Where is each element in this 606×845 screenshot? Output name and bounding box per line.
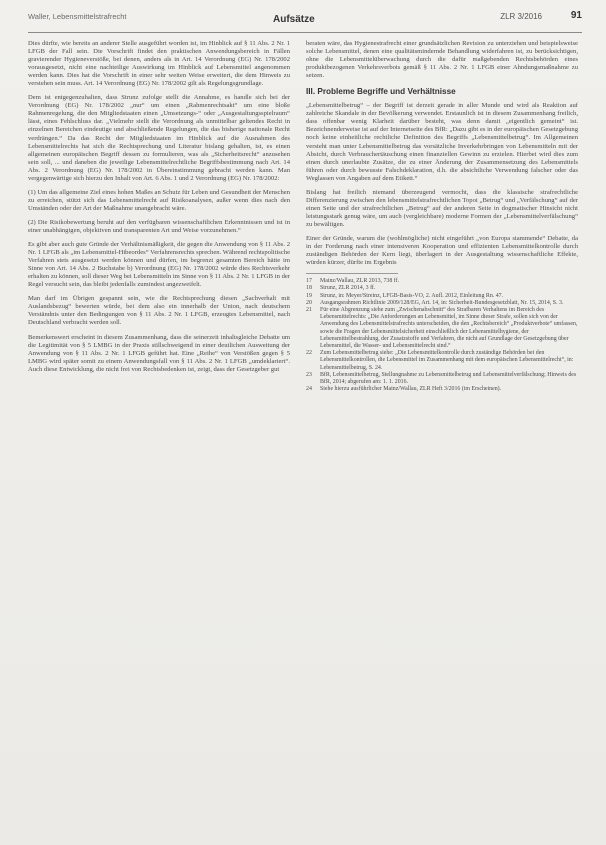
footnote-separator: [306, 273, 398, 274]
paragraph: Einer der Gründe, warum die (wohlmögliche) nicht eingeführt „von Europa stammende“ Debatte, da in der Forderung nach einer intensiveren Kooperation und effizienten Lebensmittelkontrolle durch zuständigen Behörden der Kern liegt, überlagert in der Ausgestaltung wissenschaftliche Effekte, würden kürzer, dürfte im Ergebnis: [306, 234, 578, 267]
footnotes: [306, 278, 578, 393]
paragraph: Dies dürfte, wie bereits an anderer Stelle ausgeführt worden ist, im Hinblick auf § 11 Abs. 2 Nr. 1 LFGB der Fall sein. Die Vorschrift findet den praktischen Anwendungsbereich in Fällen gravierender Hygieneverstöße, bei denen, anders als in Art. 14 Verordnung (EG) Nr. 178/2002 vorausgesetzt, nicht eine nachteilige Auswirkung im Hinblick auf Lebensmittel angenommen werden kann. Dies hat die Vorschrift in einer sehr weiten Weise erweitert, die dem Hinweis zu verstehen sein muss. Art. 14 Verordnung (EG) Nr. 178/2002 gilt als Regelungsgrundlage.: [28, 40, 290, 88]
section-label: Aufsätze: [273, 14, 315, 25]
footnote: 20 Ausgangsrahmen Richtlinie 2009/128/EG, Art. 14, in: Sicherheit-Bundesgesetzblatt, Nr. 15, 2014, S. 3.: [306, 299, 564, 306]
quote-paragraph: (1) Um das allgemeine Ziel eines hohen Maßes an Schutz für Leben und Gesundheit der Menschen zu erreichen, stützt sich das Lebensmittelrecht auf Risikoanalysen, außer wenn dies nach den Umständen oder der Art der Maßnahme unangebracht wäre.: [28, 188, 290, 212]
left-column: [28, 40, 290, 380]
footnote: 24 Siehe hierzu ausführlicher Mainz/Wallau, ZLR Heft 3/2016 (im Erscheinen).: [306, 386, 502, 393]
section-heading: III. Probleme Begriffe und Verhältnisse: [306, 87, 456, 97]
footnote: 23 BfR, Lebensmittelbetrug, Stellungnahme zu Lebensmittelbetrug und Lebensmittelverfälschung; Hinweis des BfR, 2014; abgerufen am: 1. 1. 2016.: [306, 371, 577, 386]
footnote: 21 Für eine Abgrenzung siehe zum „Zwischenabschnitt“ des Strafbaren Verhaltens im Bereich des Lebensmittelrechts: „Die Anforderungen an Lebensmittel, im Sinne dieser Strafe, sollen sich von der Anwendung des Lebensmittelstrafrechts unterscheiden, die den „Rechtsbereich“ „Produktverbote“ umfassen, sowie die Fragen der Lebensmittelsicherheit einschließlich der Lebensmittelhygiene, der Lebensmittelbestrahlung, der Zusatzstoffe und Verfahren, die nicht auf Grundlage der Gesetzgebung über Lebensmittel, die Wasser- und Lebensmittelrecht sind.“: [306, 306, 578, 349]
footnote: 17 Mainz/Wallau, ZLR 2013, 738 ff.: [306, 278, 400, 285]
paragraph: Dem ist entgegenzuhalten, dass Strunz zufolge stellt die Annahme, es handle sich bei der Verordnung (EG) Nr. 178/2002 „nur“ um einen „Rahmenrechtsakt“ um eine bloße Rahmenregelung, die den Mitgliedstaaten einen „Umsetzungs-“ oder „Ausgestaltungsspielraum“ lässt, eines Fehlschluss dar. „Vielmehr stellt die Verordnung als unmittelbar geltendes Recht in einzelnen Bereichen eindeutige und abschließende Regelungen, die das bisherige nationale Recht verdrängen.“ Da das Recht der Mitgliedstaaten im Hinblick auf die Ausnahmen des Lebensmittelrechts hat sich die Rechtsprechung und Literatur bislang gehalten, ist, es einen allgemeinen europäischen Begriff dessen zu formulieren, was als „Sicherheitsrecht“ anzusehen sein soll, ... und daneben die jeweilige Lebensmittelrechtliche Begriffsbestimmung nach Art. 14 Abs. 2 Verordnung (EG) Nr. 178/2002 in Übereinstimmung gebracht werden kann. Man vergegenwärtige sich hierzu den Inhalt von Art. 6 Abs. 1 und 2 Verordnung (EG) Nr. 178/2002:: [28, 94, 290, 182]
running-head-author: Waller, Lebensmittelstrafrecht: [28, 12, 127, 21]
page-header: [28, 6, 582, 33]
page-number: 91: [570, 10, 582, 21]
paragraph: Bislang hat freilich niemand überzeugend vermocht, dass die klassische strafrechtliche Differenzierung zwischen den lebensmittelstrafrechtlichen Topoi „Betrug“ und „Verfälschung“ auf der einen Seite und der strafrechtlichen „Betrug“ auf der anderen Seite in dogmatischer Hinsicht nicht leistungsstark genug wäre, um auch (vergleichbare) moderne Formen der „Lebensmittelverfälschung“ zu bewältigen.: [306, 188, 578, 228]
paragraph: „Lebensmittelbetrug“ – der Begriff ist derzeit gerade in aller Munde und wird als Reaktion auf zahlreiche Skandale in der Bevölkerung verwendet. Erstaunlich ist in diesem Zusammenhang freilich, dass offenbar wenig Klarheit darüber besteht, was denn damit „eigentlich gemeint“ ist. Bezeichnenderweise ist auf der Internetseite des BfR: „Dazu gibt es in der europäischen Gesetzgebung noch keine einheitliche rechtliche Definition des Begriffs „Lebensmittelbetrug“. Im Allgemeinen versteht man unter Lebensmittelbetrug das vorsätzliche Inverkehrbringen von Lebensmitteln mit der Absicht, durch Verbrauchertäuschung einen finanziellen Gewinn zu erzielen. Hierbei wird dies zum einen durch unerlaubte Zusätze, die zu einer Änderung der Zusammensetzung des Lebensmittels führen oder durch bewusste Falschdeklaration, d.h. die absichtliche Verwendung falscher oder das Weglassen von Angaben auf dem Etikett.“: [306, 102, 578, 182]
footnote: 18 Strunz, ZLR 2014, 3 ff.: [306, 285, 376, 292]
footnote: 22 Zum Lebensmittelbetrug siehe: „Die Lebensmittelkontrolle durch zuständige Behörden bei den Lebensmittelkontrollen, die Lebensmittel im Zusammenhang mit dem europäischen Lebensmittelrecht“, in: Lebensmittelbetrug, S. 24.: [306, 350, 574, 371]
paragraph: beraten wäre, das Hygienestrafrecht einer grundsätzlichen Revision zu unterziehen und beispielsweise solche Lebensmittel, denen eine qualitätsmindernde Behandlung widerfahren ist, zu berücksichtigen, ohne die Lebensmittelüberwachung durch die dafür maßgebenden Rechtsbehörden eines produktbezogenen Verkehrsverbots gemäß § 11 Abs. 2 Nr. 1 LFGB einer Ahndungsmaßnahme zu setzen.: [306, 40, 578, 80]
paragraph: Bemerkenswert erscheint in diesem Zusammenhang, dass die seinerzeit inhaltsgleiche Debatte um die Legitimität von § 5 LMBG in der Praxis stillschweigend in einer deutlichen Ausweitung der Anwendung von § 11 Abs. 2 Nr. 1 LFGB geführt hat. Eine „Reihe“ von Verstößen gegen § 5 LMBG wird später somit zu einem Anwendungsfall von § 11 Abs. 2 Nr. 1 LFGB „umdeklariert“. Auch diese Entwicklung, die nicht frei von Rechtsbedenken ist, zeigt, dass der Gesetzgeber gut: [28, 333, 290, 373]
quote-paragraph: (2) Die Risikobewertung beruht auf den verfügbaren wissenschaftlichen Erkenntnissen und ist in einer unabhängigen, objektiven und transparenten Art und Weise vorzunehmen.“: [28, 218, 290, 234]
paragraph: Man darf im Übrigen gespannt sein, wie die Rechtsprechung diesen „Sachverhalt mit Auslandsbezug“ bewerten würde, bei dem also ein innerhalb der Union, nach deutschem Verständnis unter den Bedingungen von § 11 Abs. 2 Nr. 1 LFGB, erzeugtes Lebensmittel, nach Deutschland verbracht werden soll.: [28, 295, 290, 327]
journal-reference: ZLR 3/2016: [500, 12, 542, 21]
paragraph: Es gibt aber auch gute Gründe der Verhältnismäßigkeit, die gegen die Anwendung von § 11 Abs. 2 Nr. 1 LFGB als „im Lebensmittel-Hibeordes“ Verfahrensrechts sprechen. Während rechtspolitische Verfahren stets ausgesetzt werden können und dürfen, im begrenzt gesamten Bereich hätte im Sinne von Art. 14 Abs. 2 Buchstabe b) Verordnung (EG) Nr. 178/2002 würde dies Rechtsverkehr erhalten zu können, soll dieser Weg bei Lebensmitteln im Sinne von § 11 Abs. 2 Nr. 1 LFGB in der Regel versucht sein, das bleibt jedenfalls zumindest angezweifelt.: [28, 241, 290, 289]
footnote: 19 Strunz, in: Meyer/Streinz, LFGB-Basis-VO, 2. Aufl. 2012, Einleitung Rn. 47.: [306, 292, 504, 299]
right-column: [306, 40, 578, 393]
